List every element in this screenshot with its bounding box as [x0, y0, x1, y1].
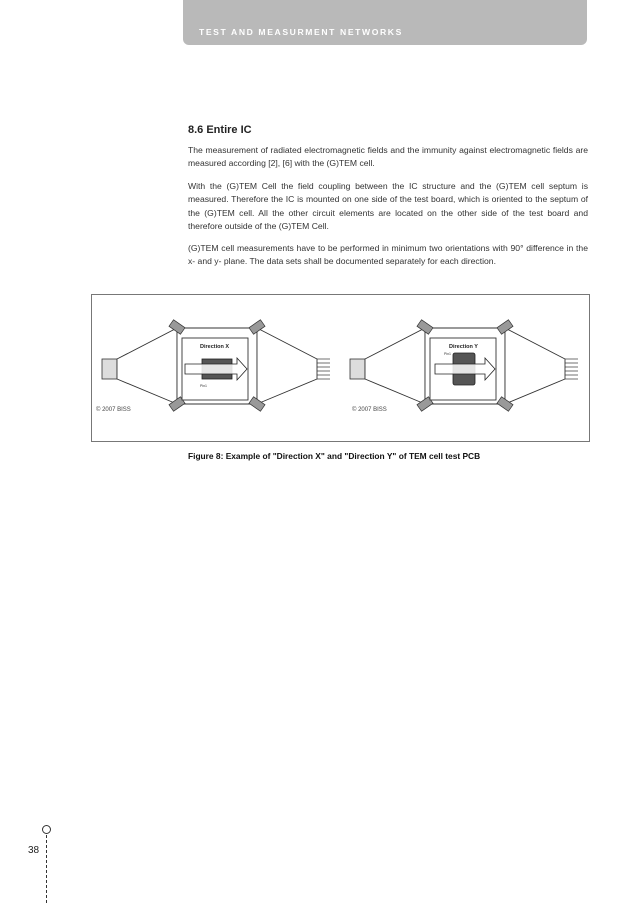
section-heading: 8.6 Entire IC	[188, 124, 252, 136]
right-copyright: © 2007 BISS	[352, 407, 387, 413]
right-pin-label: Pin1	[444, 352, 452, 356]
right-termination	[565, 359, 578, 379]
left-termination	[317, 359, 330, 379]
page-number: 38	[28, 845, 40, 856]
figure-caption: Figure 8: Example of "Direction X" and "Direction Y" of TEM cell test PCB	[188, 451, 481, 461]
paragraph-1: The measurement of radiated electromagnetic fields and the immunity against electromagnetic fields are measured according [2], [6] with the (G)TEM cell.	[188, 145, 588, 169]
header-bar	[183, 0, 587, 45]
tem-cell-figure	[92, 295, 589, 441]
right-taper-right	[505, 328, 565, 404]
left-taper-right	[257, 328, 317, 404]
right-direction-label: Direction Y	[449, 344, 478, 350]
page-marker-line	[46, 835, 47, 903]
left-copyright: © 2007 BISS	[96, 407, 131, 413]
figure-box	[91, 294, 590, 442]
left-pin-label: Pin1	[200, 384, 208, 388]
left-direction-label: Direction X	[200, 344, 230, 350]
right-taper-left	[365, 328, 425, 404]
left-connector	[102, 359, 117, 379]
left-taper-left	[117, 328, 177, 404]
right-panel	[350, 320, 578, 413]
paragraph-2: With the (G)TEM Cell the field coupling between the IC structure and the (G)TEM cell septum is measured. Therefore the IC is mounted on one side of the test board, which is oriented to the septum of the (G)TEM cell. All the other circuit elements are located on the other side of the test board and therefore outside of the (G)TEM Cell.	[188, 181, 588, 232]
header-title: TEST AND MEASURMENT NETWORKS	[199, 27, 403, 37]
paragraph-3: (G)TEM cell measurements have to be performed in minimum two orientations with 90° difference in the x- and y- plane. The data sets shall be documented separately for each direction.	[188, 243, 588, 267]
page-marker-circle	[42, 825, 51, 834]
right-connector	[350, 359, 365, 379]
left-panel	[96, 320, 330, 413]
